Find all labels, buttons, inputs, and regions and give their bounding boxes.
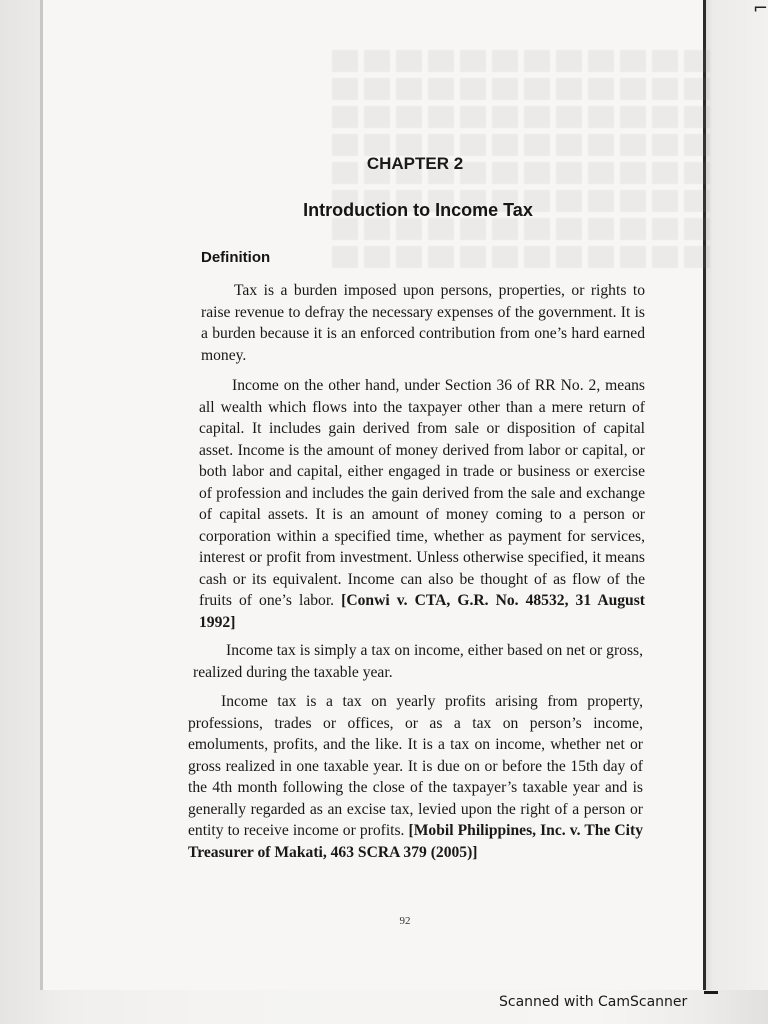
paragraph-income-tax-simple: Income tax is simply a tax on income, either based on net or gross, realized during the taxable year. [193,642,643,681]
scanner-watermark: Scanned with CamScanner [499,994,688,1010]
bleed-line [330,246,710,268]
paragraph-text: Income on the other hand, under Section 36 of RR No. 2, means all wealth which flows into the taxpayer other than a mere return of capital. It includes gain derived from sale or disposition of capital asset. Income is the amount of money derived from labor or capital, or both labor and capital, either engaged in trade or business or exercise of profession and includes the gain derived from the sale and exchange of capital assets. It is an amount of money coming to a person or corporation within a specified time, whether as payment for services, interest or profit from investment. Unless otherwise specified, it means cash or its equivalent. Income can also be thought of as flow of the fruits of one’s labor. [199,377,645,609]
case-citation: [Mobil Philippines, Inc. v. The City Treasurer of Makati, 463 SCRA 379 (2005)] [188,822,643,861]
bleed-line [330,78,710,100]
case-citation: [Conwi v. CTA, G.R. No. 48532, 31 August 1992] [199,592,645,631]
section-heading: Definition [201,249,271,266]
paragraph-income-tax-detail [188,691,643,863]
page-number: 92 [399,915,411,927]
chapter-title: Introduction to Income Tax [303,200,533,220]
paragraph-text: Income tax is a tax on yearly profits arising from property, professions, trades or offices, or as a tax on person’s income, emoluments, profits, and the like. It is a tax on income, whether net or gross realized in one taxable year. It is due on or before the 15th day of the 4th month following the close of the taxpayer’s taxable year and is generally regarded as an excise tax, levied upon the right of a person or entity to receive income or profits. [188,693,643,839]
bleed-line [330,218,710,240]
page-left-edge [40,0,43,990]
chapter-heading: CHAPTER 2 [366,154,464,173]
bleed-line [330,134,710,156]
paragraph-tax-definition: Tax is a burden imposed upon persons, properties, or rights to raise revenue to defray the necessary expenses of the government. It is a burden because it is an enforced contribution from one’s hard earned money. [201,282,645,364]
next-page-edge [705,0,768,990]
paragraph-income-definition [199,375,645,633]
edge-tick [704,991,718,994]
bleed-line [330,106,710,128]
bleed-line [330,50,710,72]
edge-mark: ⌐ [752,0,768,19]
